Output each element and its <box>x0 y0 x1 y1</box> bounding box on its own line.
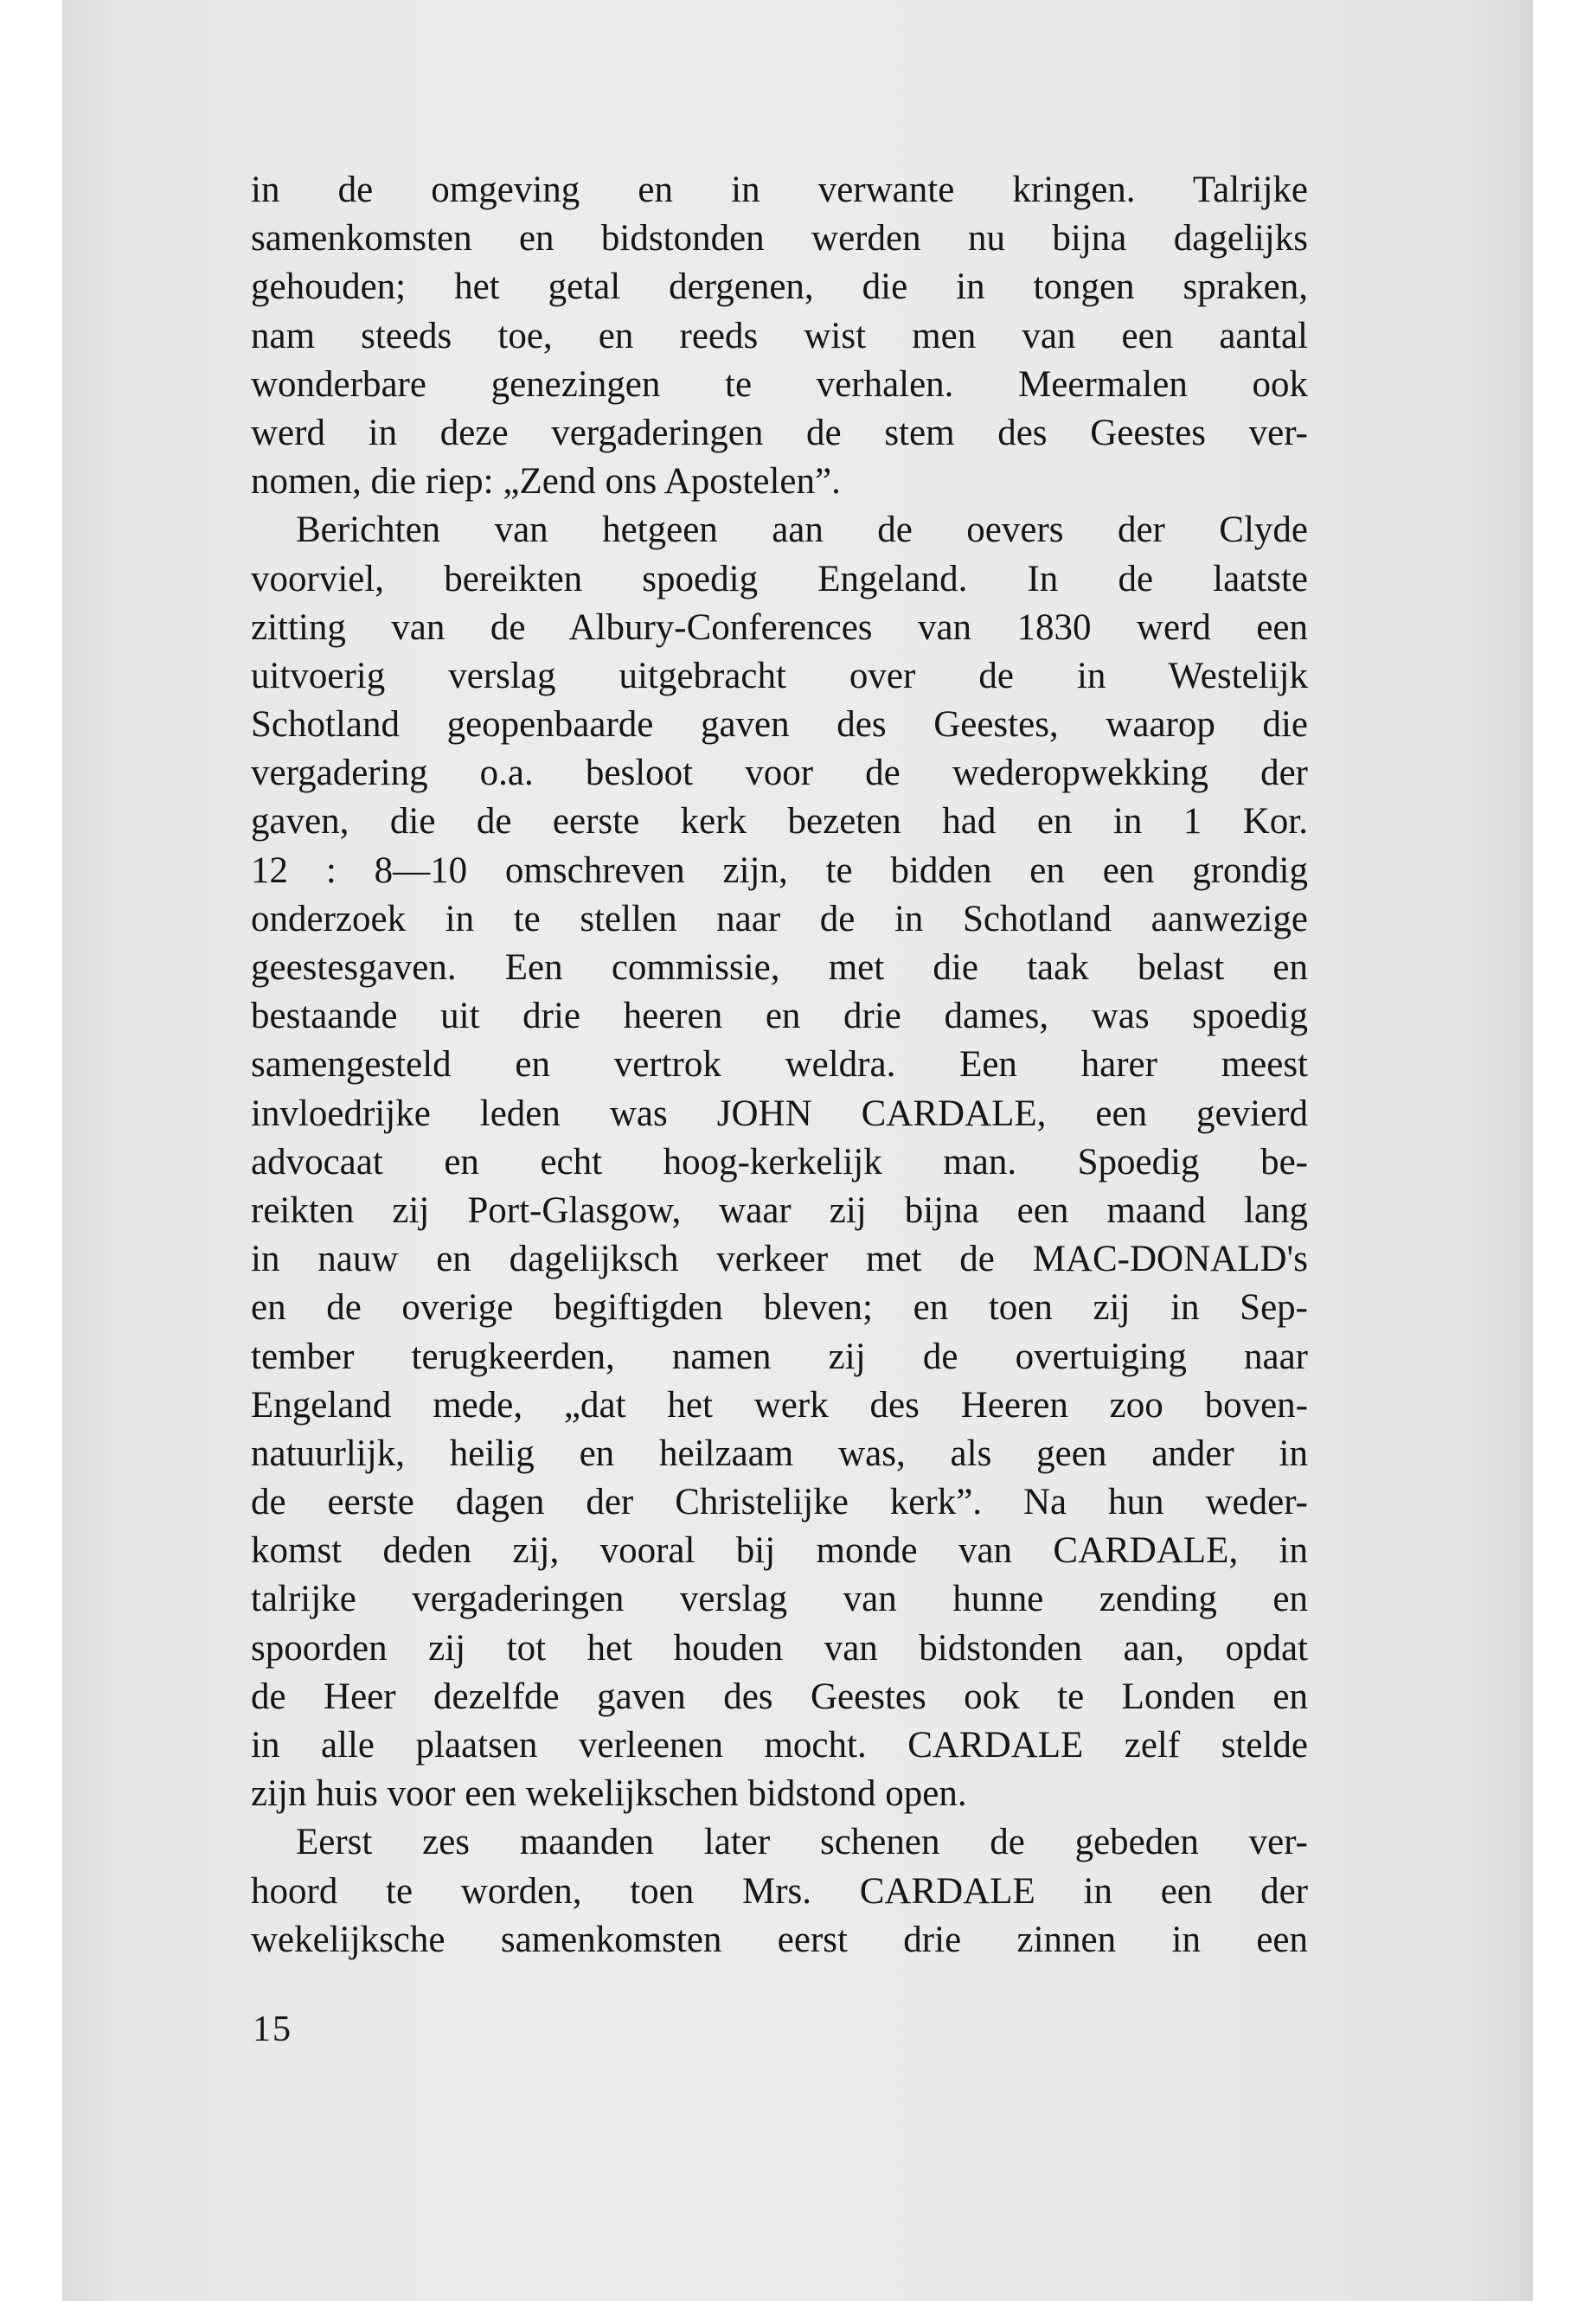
text-line: Eerst zes maanden later schenen de gebeden ver- <box>296 1822 1308 1863</box>
text-line: hoord te worden, toen Mrs. CARDALE in een der <box>251 1870 1308 1912</box>
text-line: advocaat en echt hoog-kerkelijk man. Spoedig be- <box>251 1141 1308 1183</box>
text-line: tember terugkeerden, namen zij de overtuiging naar <box>251 1336 1308 1377</box>
text-line: geestesgaven. Een commissie, met die taak belast en <box>251 947 1308 988</box>
text-line: in de omgeving en in verwante kringen. Talrijke <box>251 170 1308 210</box>
scan-margin-left <box>0 0 62 2301</box>
text-line: nomen, die riep: „Zend ons Apostelen”. <box>251 461 841 503</box>
paragraph <box>251 1818 1308 1965</box>
text-line: onderzoek in te stellen naar de in Schotland aanwezige <box>251 898 1308 939</box>
text-line: wekelijksche samenkomsten eerst drie zinnen in een <box>251 1919 1308 1960</box>
text-line: Schotland geopenbaarde gaven des Geestes, waarop die <box>251 704 1308 746</box>
text-line: in alle plaatsen verleenen mocht. CARDALE zelf stelde <box>251 1725 1308 1766</box>
body-text <box>251 166 1308 1965</box>
text-line: samengesteld en vertrok weldra. Een harer meest <box>251 1044 1308 1086</box>
text-line: komst deden zij, vooral bij monde van CARDALE, in <box>251 1530 1308 1572</box>
text-line: werd in deze vergaderingen de stem des Geestes ver- <box>251 412 1308 453</box>
paragraph <box>251 506 1308 1818</box>
text-line: voorviel, bereikten spoedig Engeland. In de laatste <box>251 558 1308 599</box>
text-line: in nauw en dagelijksch verkeer met de MAC-DONALD's <box>251 1239 1308 1280</box>
scan-margin-right <box>1533 0 1596 2301</box>
text-line: spoorden zij tot het houden van bidstonden aan, opdat <box>251 1627 1308 1669</box>
text-line: natuurlijk, heilig en heilzaam was, als geen ander in <box>251 1433 1308 1474</box>
text-line: Engeland mede, „dat het werk des Heeren zoo boven- <box>251 1384 1308 1426</box>
text-line: nam steeds toe, en reeds wist men van een aantal <box>251 315 1308 356</box>
text-line: zitting van de Albury-Conferences van 1830 werd een <box>251 606 1308 648</box>
text-line: talrijke vergaderingen verslag van hunne zending en <box>251 1579 1308 1620</box>
text-line: Berichten van hetgeen aan de oevers der Clyde <box>296 510 1308 551</box>
text-line: wonderbare genezingen te verhalen. Meermalen ook <box>251 363 1308 405</box>
text-line: vergadering o.a. besloot voor de wederopwekking der <box>251 753 1308 794</box>
text-line: invloedrijke leden was JOHN CARDALE, een gevierd <box>251 1093 1308 1134</box>
text-line: en de overige begiftigden bleven; en toen zij in Sep- <box>251 1287 1308 1329</box>
page-number: 15 <box>253 2009 292 2049</box>
text-line: gaven, die de eerste kerk bezeten had en in 1 Kor. <box>251 801 1308 843</box>
text-line: gehouden; het getal dergenen, die in tongen spraken, <box>251 266 1308 308</box>
text-line: zijn huis voor een wekelijkschen bidstond open. <box>251 1773 967 1815</box>
text-line: samenkomsten en bidstonden werden nu bijna dagelijks <box>251 218 1308 260</box>
text-line: 12 : 8—10 omschreven zijn, te bidden en een grondig <box>251 849 1308 891</box>
text-line: de Heer dezelfde gaven des Geestes ook te Londen en <box>251 1676 1308 1717</box>
paragraph <box>251 166 1308 506</box>
text-line: bestaande uit drie heeren en drie dames, was spoedig <box>251 996 1308 1037</box>
text-line: reikten zij Port-Glasgow, waar zij bijna een maand lang <box>251 1189 1308 1231</box>
text-line: uitvoerig verslag uitgebracht over de in Westelijk <box>251 655 1308 696</box>
text-line: de eerste dagen der Christelijke kerk”. Na hun weder- <box>251 1482 1308 1523</box>
